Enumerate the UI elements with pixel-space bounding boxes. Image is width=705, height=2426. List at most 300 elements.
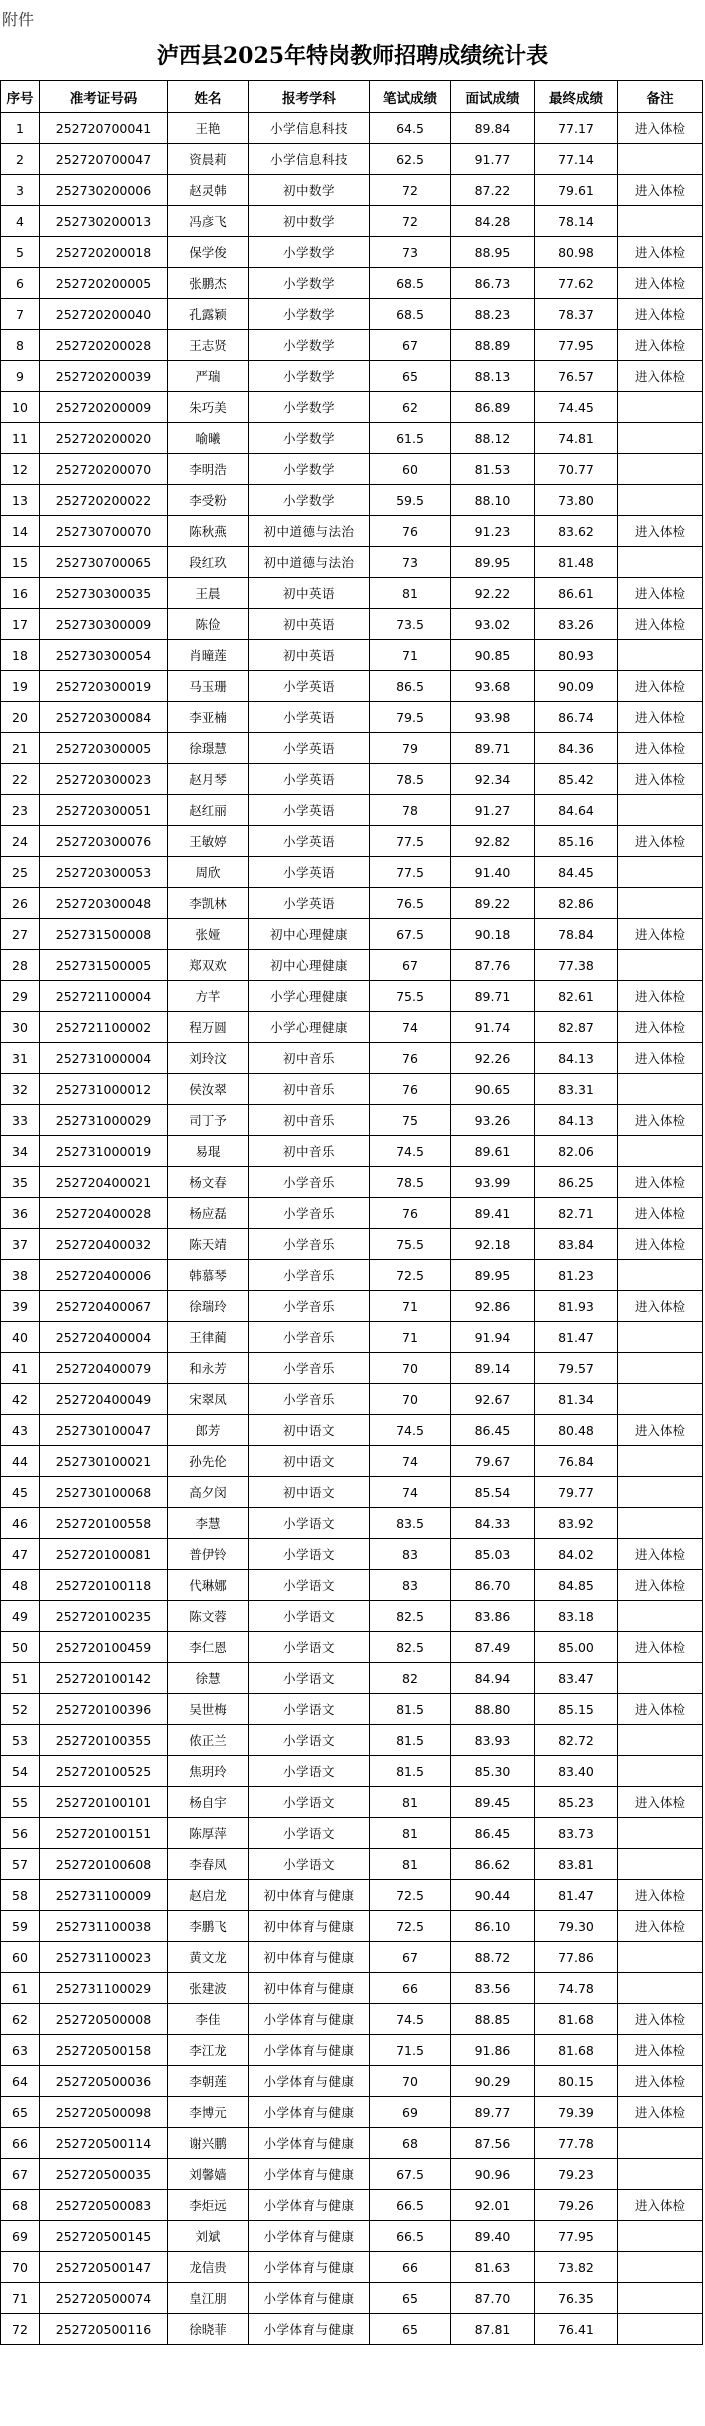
- table-row: [1, 702, 703, 733]
- cell-subject: 初中语文: [249, 1446, 370, 1477]
- cell-written: 74.5: [370, 1136, 451, 1167]
- cell-name: 方芊: [168, 981, 249, 1012]
- cell-index: 44: [1, 1446, 40, 1477]
- cell-name: 陈文蓉: [168, 1601, 249, 1632]
- table-row: [1, 268, 703, 299]
- cell-final: 86.74: [535, 702, 618, 733]
- cell-note: 进入体检: [618, 919, 703, 950]
- cell-written: 64.5: [370, 113, 451, 144]
- cell-name: 李凯林: [168, 888, 249, 919]
- cell-interview: 89.61: [451, 1136, 535, 1167]
- cell-ticket: 252721100002: [40, 1012, 168, 1043]
- cell-note: [618, 888, 703, 919]
- cell-ticket: 252730100047: [40, 1415, 168, 1446]
- cell-subject: 小学数学: [249, 454, 370, 485]
- cell-final: 83.92: [535, 1508, 618, 1539]
- cell-interview: 93.98: [451, 702, 535, 733]
- cell-ticket: 252720100558: [40, 1508, 168, 1539]
- cell-note: [618, 1477, 703, 1508]
- cell-note: 进入体检: [618, 1632, 703, 1663]
- cell-ticket: 252720700041: [40, 113, 168, 144]
- cell-interview: 89.40: [451, 2221, 535, 2252]
- cell-ticket: 252720100235: [40, 1601, 168, 1632]
- cell-subject: 小学英语: [249, 888, 370, 919]
- table-row: [1, 1291, 703, 1322]
- cell-name: 王晨: [168, 578, 249, 609]
- cell-ticket: 252720300048: [40, 888, 168, 919]
- cell-note: 进入体检: [618, 113, 703, 144]
- cell-ticket: 252720500035: [40, 2159, 168, 2190]
- cell-final: 84.13: [535, 1105, 618, 1136]
- cell-interview: 93.99: [451, 1167, 535, 1198]
- cell-name: 王志贤: [168, 330, 249, 361]
- cell-index: 58: [1, 1880, 40, 1911]
- cell-index: 56: [1, 1818, 40, 1849]
- cell-final: 84.13: [535, 1043, 618, 1074]
- cell-index: 18: [1, 640, 40, 671]
- table-row: [1, 2221, 703, 2252]
- cell-interview: 88.10: [451, 485, 535, 516]
- cell-index: 63: [1, 2035, 40, 2066]
- cell-name: 侬正兰: [168, 1725, 249, 1756]
- cell-index: 59: [1, 1911, 40, 1942]
- cell-index: 30: [1, 1012, 40, 1043]
- cell-final: 80.93: [535, 640, 618, 671]
- cell-ticket: 252730100068: [40, 1477, 168, 1508]
- cell-subject: 初中道德与法治: [249, 516, 370, 547]
- cell-ticket: 252720500116: [40, 2314, 168, 2345]
- table-row: [1, 1756, 703, 1787]
- table-row: [1, 2035, 703, 2066]
- cell-interview: 86.45: [451, 1415, 535, 1446]
- cell-index: 60: [1, 1942, 40, 1973]
- table-row: [1, 547, 703, 578]
- cell-interview: 83.93: [451, 1725, 535, 1756]
- cell-final: 82.71: [535, 1198, 618, 1229]
- cell-index: 52: [1, 1694, 40, 1725]
- cell-ticket: 252720400021: [40, 1167, 168, 1198]
- cell-name: 张娅: [168, 919, 249, 950]
- cell-name: 周欣: [168, 857, 249, 888]
- cell-name: 代琳娜: [168, 1570, 249, 1601]
- cell-index: 20: [1, 702, 40, 733]
- cell-interview: 92.34: [451, 764, 535, 795]
- cell-note: 进入体检: [618, 268, 703, 299]
- cell-index: 29: [1, 981, 40, 1012]
- cell-note: [618, 144, 703, 175]
- cell-subject: 初中音乐: [249, 1136, 370, 1167]
- cell-index: 43: [1, 1415, 40, 1446]
- cell-written: 83: [370, 1539, 451, 1570]
- cell-note: [618, 1353, 703, 1384]
- cell-note: [618, 857, 703, 888]
- cell-interview: 92.01: [451, 2190, 535, 2221]
- cell-written: 72: [370, 206, 451, 237]
- cell-interview: 89.84: [451, 113, 535, 144]
- cell-note: [618, 795, 703, 826]
- cell-name: 严瑞: [168, 361, 249, 392]
- cell-subject: 小学体育与健康: [249, 2128, 370, 2159]
- cell-interview: 91.77: [451, 144, 535, 175]
- cell-ticket: 252720100081: [40, 1539, 168, 1570]
- cell-name: 刘馨嫱: [168, 2159, 249, 2190]
- cell-note: 进入体检: [618, 826, 703, 857]
- table-row: [1, 1043, 703, 1074]
- cell-subject: 初中体育与健康: [249, 1911, 370, 1942]
- table-row: [1, 609, 703, 640]
- cell-subject: 初中音乐: [249, 1043, 370, 1074]
- cell-written: 81: [370, 578, 451, 609]
- cell-subject: 初中英语: [249, 578, 370, 609]
- cell-interview: 88.13: [451, 361, 535, 392]
- cell-index: 38: [1, 1260, 40, 1291]
- cell-interview: 93.26: [451, 1105, 535, 1136]
- cell-interview: 91.40: [451, 857, 535, 888]
- cell-subject: 小学信息科技: [249, 144, 370, 175]
- cell-written: 81.5: [370, 1725, 451, 1756]
- table-row: [1, 1942, 703, 1973]
- cell-subject: 小学体育与健康: [249, 2314, 370, 2345]
- cell-note: 进入体检: [618, 1694, 703, 1725]
- cell-written: 66.5: [370, 2221, 451, 2252]
- cell-subject: 小学语文: [249, 1663, 370, 1694]
- cell-name: 李佳: [168, 2004, 249, 2035]
- cell-note: [618, 1446, 703, 1477]
- cell-index: 37: [1, 1229, 40, 1260]
- cell-subject: 小学数学: [249, 392, 370, 423]
- col-header-name: 姓名: [168, 81, 249, 113]
- cell-index: 45: [1, 1477, 40, 1508]
- cell-subject: 初中体育与健康: [249, 1880, 370, 1911]
- cell-note: 进入体检: [618, 671, 703, 702]
- cell-written: 79: [370, 733, 451, 764]
- cell-ticket: 252731000029: [40, 1105, 168, 1136]
- cell-ticket: 252730200013: [40, 206, 168, 237]
- cell-interview: 91.23: [451, 516, 535, 547]
- cell-final: 77.78: [535, 2128, 618, 2159]
- cell-index: 6: [1, 268, 40, 299]
- table-row: [1, 1539, 703, 1570]
- table-row: [1, 1384, 703, 1415]
- cell-index: 7: [1, 299, 40, 330]
- table-row: [1, 578, 703, 609]
- cell-name: 李鹏飞: [168, 1911, 249, 1942]
- cell-interview: 87.22: [451, 175, 535, 206]
- table-row: [1, 1415, 703, 1446]
- cell-written: 71.5: [370, 2035, 451, 2066]
- cell-interview: 89.71: [451, 733, 535, 764]
- cell-final: 82.06: [535, 1136, 618, 1167]
- cell-note: [618, 2314, 703, 2345]
- cell-note: 进入体检: [618, 702, 703, 733]
- cell-final: 83.81: [535, 1849, 618, 1880]
- cell-subject: 小学语文: [249, 1570, 370, 1601]
- cell-ticket: 252720500147: [40, 2252, 168, 2283]
- cell-subject: 小学数学: [249, 330, 370, 361]
- cell-index: 27: [1, 919, 40, 950]
- cell-note: 进入体检: [618, 330, 703, 361]
- table-row: [1, 2283, 703, 2314]
- cell-interview: 89.41: [451, 1198, 535, 1229]
- cell-subject: 小学英语: [249, 857, 370, 888]
- cell-written: 77.5: [370, 826, 451, 857]
- cell-index: 13: [1, 485, 40, 516]
- cell-interview: 88.80: [451, 1694, 535, 1725]
- cell-ticket: 252720500158: [40, 2035, 168, 2066]
- cell-name: 郑双欢: [168, 950, 249, 981]
- cell-ticket: 252731100029: [40, 1973, 168, 2004]
- cell-subject: 小学语文: [249, 1725, 370, 1756]
- cell-final: 84.45: [535, 857, 618, 888]
- cell-subject: 小学语文: [249, 1601, 370, 1632]
- cell-name: 谢兴鹏: [168, 2128, 249, 2159]
- cell-ticket: 252720500098: [40, 2097, 168, 2128]
- table-row: [1, 1446, 703, 1477]
- cell-index: 51: [1, 1663, 40, 1694]
- cell-final: 79.26: [535, 2190, 618, 2221]
- cell-note: 进入体检: [618, 1415, 703, 1446]
- cell-subject: 小学音乐: [249, 1229, 370, 1260]
- cell-subject: 小学音乐: [249, 1167, 370, 1198]
- cell-final: 80.15: [535, 2066, 618, 2097]
- cell-index: 12: [1, 454, 40, 485]
- table-row: [1, 206, 703, 237]
- table-row: [1, 144, 703, 175]
- cell-note: 进入体检: [618, 733, 703, 764]
- cell-note: 进入体检: [618, 1012, 703, 1043]
- cell-note: [618, 1136, 703, 1167]
- cell-subject: 小学音乐: [249, 1260, 370, 1291]
- cell-note: 进入体检: [618, 237, 703, 268]
- cell-written: 81: [370, 1849, 451, 1880]
- cell-subject: 小学信息科技: [249, 113, 370, 144]
- cell-interview: 85.30: [451, 1756, 535, 1787]
- cell-interview: 88.85: [451, 2004, 535, 2035]
- cell-written: 65: [370, 361, 451, 392]
- cell-ticket: 252720200070: [40, 454, 168, 485]
- cell-index: 40: [1, 1322, 40, 1353]
- cell-note: [618, 2283, 703, 2314]
- cell-index: 53: [1, 1725, 40, 1756]
- cell-written: 74: [370, 1446, 451, 1477]
- cell-note: [618, 1663, 703, 1694]
- cell-written: 81: [370, 1787, 451, 1818]
- cell-ticket: 252720200005: [40, 268, 168, 299]
- cell-written: 81: [370, 1818, 451, 1849]
- table-row: [1, 1911, 703, 1942]
- cell-written: 71: [370, 640, 451, 671]
- cell-index: 16: [1, 578, 40, 609]
- cell-interview: 93.02: [451, 609, 535, 640]
- table-row: [1, 640, 703, 671]
- cell-subject: 小学体育与健康: [249, 2004, 370, 2035]
- cell-name: 孙先伦: [168, 1446, 249, 1477]
- cell-final: 74.45: [535, 392, 618, 423]
- cell-index: 46: [1, 1508, 40, 1539]
- cell-final: 84.85: [535, 1570, 618, 1601]
- cell-final: 80.98: [535, 237, 618, 268]
- cell-ticket: 252720100355: [40, 1725, 168, 1756]
- cell-note: 进入体检: [618, 2035, 703, 2066]
- cell-written: 78: [370, 795, 451, 826]
- table-row: [1, 1880, 703, 1911]
- cell-note: [618, 392, 703, 423]
- table-row: [1, 1663, 703, 1694]
- cell-written: 72.5: [370, 1260, 451, 1291]
- cell-ticket: 252720100396: [40, 1694, 168, 1725]
- col-header-note: 备注: [618, 81, 703, 113]
- cell-index: 15: [1, 547, 40, 578]
- cell-ticket: 252731100038: [40, 1911, 168, 1942]
- table-row: [1, 671, 703, 702]
- cell-index: 36: [1, 1198, 40, 1229]
- cell-written: 65: [370, 2314, 451, 2345]
- cell-ticket: 252720300084: [40, 702, 168, 733]
- cell-final: 74.78: [535, 1973, 618, 2004]
- cell-note: 进入体检: [618, 1167, 703, 1198]
- cell-note: [618, 2252, 703, 2283]
- cell-ticket: 252720500074: [40, 2283, 168, 2314]
- cell-interview: 81.53: [451, 454, 535, 485]
- cell-final: 77.38: [535, 950, 618, 981]
- cell-index: 39: [1, 1291, 40, 1322]
- cell-written: 78.5: [370, 1167, 451, 1198]
- cell-final: 80.48: [535, 1415, 618, 1446]
- cell-interview: 86.89: [451, 392, 535, 423]
- cell-final: 73.80: [535, 485, 618, 516]
- cell-ticket: 252720200022: [40, 485, 168, 516]
- cell-index: 67: [1, 2159, 40, 2190]
- cell-final: 79.23: [535, 2159, 618, 2190]
- cell-written: 73: [370, 547, 451, 578]
- table-row: [1, 361, 703, 392]
- cell-interview: 88.12: [451, 423, 535, 454]
- table-row: [1, 299, 703, 330]
- cell-name: 李春凤: [168, 1849, 249, 1880]
- cell-ticket: 252730700065: [40, 547, 168, 578]
- table-row: [1, 2314, 703, 2345]
- cell-final: 84.64: [535, 795, 618, 826]
- table-row: [1, 1353, 703, 1384]
- cell-index: 34: [1, 1136, 40, 1167]
- cell-note: 进入体检: [618, 764, 703, 795]
- cell-ticket: 252720100151: [40, 1818, 168, 1849]
- cell-index: 28: [1, 950, 40, 981]
- cell-final: 85.15: [535, 1694, 618, 1725]
- cell-subject: 小学体育与健康: [249, 2190, 370, 2221]
- cell-note: [618, 2221, 703, 2252]
- cell-name: 徐璟慧: [168, 733, 249, 764]
- cell-written: 74: [370, 1477, 451, 1508]
- cell-subject: 小学数学: [249, 299, 370, 330]
- cell-interview: 87.56: [451, 2128, 535, 2159]
- cell-final: 86.61: [535, 578, 618, 609]
- cell-ticket: 252720400049: [40, 1384, 168, 1415]
- col-header-final: 最终成绩: [535, 81, 618, 113]
- cell-final: 83.62: [535, 516, 618, 547]
- table-row: [1, 1167, 703, 1198]
- table-row: [1, 516, 703, 547]
- cell-name: 徐瑞玲: [168, 1291, 249, 1322]
- cell-name: 李亚楠: [168, 702, 249, 733]
- cell-final: 76.35: [535, 2283, 618, 2314]
- cell-interview: 79.67: [451, 1446, 535, 1477]
- cell-final: 81.68: [535, 2004, 618, 2035]
- cell-note: 进入体检: [618, 1880, 703, 1911]
- cell-note: [618, 206, 703, 237]
- cell-note: [618, 1384, 703, 1415]
- cell-subject: 初中数学: [249, 206, 370, 237]
- cell-final: 85.00: [535, 1632, 618, 1663]
- cell-subject: 小学音乐: [249, 1322, 370, 1353]
- table-row: [1, 1260, 703, 1291]
- cell-interview: 85.03: [451, 1539, 535, 1570]
- cell-interview: 92.67: [451, 1384, 535, 1415]
- table-row: [1, 919, 703, 950]
- cell-index: 2: [1, 144, 40, 175]
- cell-name: 和永芳: [168, 1353, 249, 1384]
- cell-ticket: 252720500008: [40, 2004, 168, 2035]
- cell-note: [618, 640, 703, 671]
- cell-name: 赵月琴: [168, 764, 249, 795]
- cell-written: 66: [370, 2252, 451, 2283]
- cell-index: 8: [1, 330, 40, 361]
- cell-index: 4: [1, 206, 40, 237]
- cell-note: 进入体检: [618, 361, 703, 392]
- cell-ticket: 252720100608: [40, 1849, 168, 1880]
- cell-note: 进入体检: [618, 578, 703, 609]
- cell-interview: 84.33: [451, 1508, 535, 1539]
- cell-final: 78.14: [535, 206, 618, 237]
- cell-subject: 小学体育与健康: [249, 2283, 370, 2314]
- col-header-interview: 面试成绩: [451, 81, 535, 113]
- cell-final: 82.72: [535, 1725, 618, 1756]
- cell-written: 75: [370, 1105, 451, 1136]
- cell-ticket: 252731500005: [40, 950, 168, 981]
- cell-index: 68: [1, 2190, 40, 2221]
- cell-subject: 初中体育与健康: [249, 1973, 370, 2004]
- cell-index: 26: [1, 888, 40, 919]
- cell-written: 76: [370, 1074, 451, 1105]
- cell-ticket: 252720300051: [40, 795, 168, 826]
- table-row: [1, 1725, 703, 1756]
- cell-name: 郎芳: [168, 1415, 249, 1446]
- cell-index: 70: [1, 2252, 40, 2283]
- cell-note: [618, 423, 703, 454]
- table-row: [1, 1508, 703, 1539]
- table-row: [1, 764, 703, 795]
- cell-interview: 87.49: [451, 1632, 535, 1663]
- cell-final: 83.73: [535, 1818, 618, 1849]
- cell-subject: 小学英语: [249, 826, 370, 857]
- cell-name: 冯彦飞: [168, 206, 249, 237]
- cell-subject: 小学数学: [249, 268, 370, 299]
- cell-index: 11: [1, 423, 40, 454]
- cell-index: 22: [1, 764, 40, 795]
- cell-interview: 91.86: [451, 2035, 535, 2066]
- cell-final: 84.02: [535, 1539, 618, 1570]
- cell-name: 王敏婷: [168, 826, 249, 857]
- table-body: [1, 113, 703, 2345]
- cell-written: 76: [370, 516, 451, 547]
- cell-ticket: 252720400006: [40, 1260, 168, 1291]
- table-header-row: [1, 81, 703, 113]
- cell-written: 76: [370, 1043, 451, 1074]
- cell-interview: 84.28: [451, 206, 535, 237]
- cell-name: 肖曈莲: [168, 640, 249, 671]
- cell-name: 李明浩: [168, 454, 249, 485]
- cell-written: 60: [370, 454, 451, 485]
